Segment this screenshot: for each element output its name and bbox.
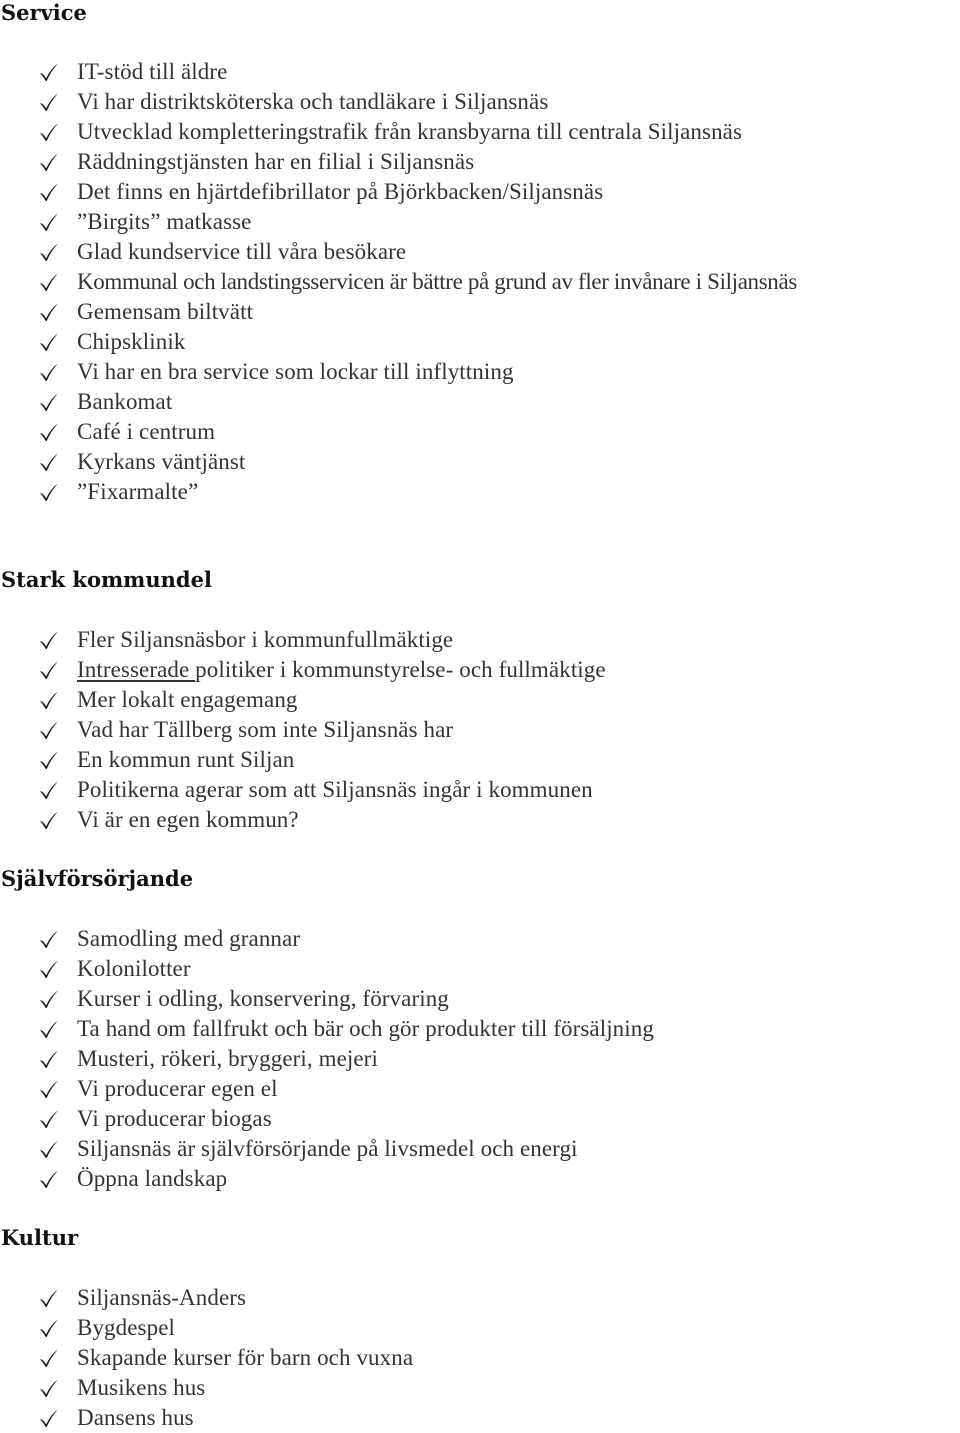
- checkmark-icon: [38, 1169, 60, 1189]
- list-item-rest: politiker i kommunstyrelse- och fullmäktige: [195, 657, 606, 682]
- list-item-text: Det finns en hjärtdefibrillator på Björkbacken/Siljansnäs: [77, 179, 604, 204]
- list-item-text: Gemensam biltvätt: [77, 299, 254, 324]
- checkmark-icon: [38, 422, 60, 442]
- checkmark-icon: [38, 62, 60, 82]
- list-item-text: Bygdespel: [77, 1315, 175, 1340]
- list-item-text: Kommunal och landstingsservicen är bättre på grund av fler invånare i Siljansnäs: [77, 269, 797, 294]
- list-item-text: Utvecklad kompletteringstrafik från kransbyarna till centrala Siljansnäs: [77, 119, 743, 144]
- section-heading-kultur: Kultur: [1, 1225, 79, 1250]
- checkmark-icon: [38, 1019, 60, 1039]
- checkmark-icon: [38, 750, 60, 770]
- section-heading-service: Service: [1, 0, 87, 25]
- checkmark-icon: [38, 929, 60, 949]
- checkmark-icon: [38, 630, 60, 650]
- list-item-text: Vad har Tällberg som inte Siljansnäs har: [77, 717, 454, 742]
- list-item-text: ”Birgits” matkasse: [77, 209, 252, 234]
- list-item-text: IT-stöd till äldre: [77, 59, 228, 84]
- checkmark-icon: [38, 362, 60, 382]
- list-item-text: Siljansnäs-Anders: [77, 1285, 247, 1310]
- checkmark-icon: [38, 810, 60, 830]
- checkmark-icon: [38, 690, 60, 710]
- list-item-text: Vi producerar egen el: [77, 1076, 278, 1101]
- list-item-text: [77, 655, 606, 685]
- checkmark-icon: [38, 302, 60, 322]
- list-item-text: Musikens hus: [77, 1375, 206, 1400]
- list-item-text: Mer lokalt engagemang: [77, 687, 298, 712]
- list-item-text: Kurser i odling, konservering, förvaring: [77, 986, 449, 1011]
- list-item-text: Vi har en bra service som lockar till inflyttning: [77, 359, 514, 384]
- list-item-text: Glad kundservice till våra besökare: [77, 239, 407, 264]
- list-item-text: Siljansnäs är självförsörjande på livsmedel och energi: [77, 1136, 578, 1161]
- list-item-text: Ta hand om fallfrukt och bär och gör produkter till försäljning: [77, 1016, 654, 1041]
- list-item-text: Vi producerar biogas: [77, 1106, 272, 1131]
- list-item-text: ”Fixarmalte”: [77, 479, 199, 504]
- list-item-text: Öppna landskap: [77, 1166, 228, 1191]
- checkmark-icon: [38, 92, 60, 112]
- list-item-text: Bankomat: [77, 389, 173, 414]
- list-item-text: Kyrkans väntjänst: [77, 449, 246, 474]
- list-item-text: Politikerna agerar som att Siljansnäs ingår i kommunen: [77, 777, 593, 802]
- checkmark-icon: [38, 182, 60, 202]
- checkmark-icon: [38, 1318, 60, 1338]
- checkmark-icon: [38, 1288, 60, 1308]
- checkmark-icon: [38, 1408, 60, 1428]
- checkmark-icon: [38, 242, 60, 262]
- list-item-text: Räddningstjänsten har en filial i Siljansnäs: [77, 149, 475, 174]
- checkmark-icon: [38, 1079, 60, 1099]
- list-item-text: Chipsklinik: [77, 329, 186, 354]
- checkmark-icon: [38, 452, 60, 472]
- list-item-text: Vi har distriktsköterska och tandläkare i Siljansnäs: [77, 89, 549, 114]
- checkmark-icon: [38, 959, 60, 979]
- checkmark-icon: [38, 332, 60, 352]
- section-heading-sjalvforsorjande: Självförsörjande: [1, 866, 194, 891]
- list-item-text: Skapande kurser för barn och vuxna: [77, 1345, 414, 1370]
- underlined-word: Intresserade: [77, 657, 196, 682]
- checkmark-icon: [38, 212, 60, 232]
- list-item-text: Samodling med grannar: [77, 926, 301, 951]
- list-item-text: Fler Siljansnäsbor i kommunfullmäktige: [77, 627, 454, 652]
- list-item-text: Vi är en egen kommun?: [77, 807, 299, 832]
- checkmark-icon: [38, 989, 60, 1009]
- checkmark-icon: [38, 1049, 60, 1069]
- checkmark-icon: [38, 1139, 60, 1159]
- section-heading-stark-kommundel: Stark kommundel: [1, 567, 212, 592]
- list-item-text: Café i centrum: [77, 419, 216, 444]
- checkmark-icon: [38, 1109, 60, 1129]
- checkmark-icon: [38, 392, 60, 412]
- list-item-text: Musteri, rökeri, bryggeri, mejeri: [77, 1046, 378, 1071]
- checkmark-icon: [38, 660, 60, 680]
- list-item-text: En kommun runt Siljan: [77, 747, 295, 772]
- checkmark-icon: [38, 482, 60, 502]
- checkmark-icon: [38, 1378, 60, 1398]
- checkmark-icon: [38, 272, 60, 292]
- checkmark-icon: [38, 1348, 60, 1368]
- checkmark-icon: [38, 780, 60, 800]
- checkmark-icon: [38, 720, 60, 740]
- checkmark-icon: [38, 152, 60, 172]
- checkmark-icon: [38, 122, 60, 142]
- list-item-text: Dansens hus: [77, 1405, 194, 1430]
- list-item-text: Kolonilotter: [77, 956, 191, 981]
